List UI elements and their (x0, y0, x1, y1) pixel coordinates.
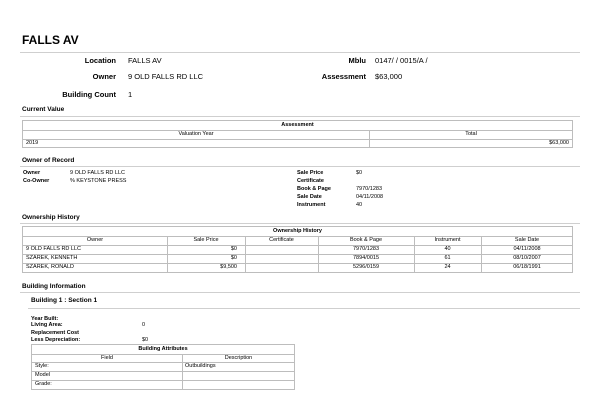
instrument-label: Instrument (297, 202, 326, 208)
col-certificate: Certificate (269, 237, 294, 243)
current-value-divider (20, 116, 580, 117)
row-sale-price: $0 (230, 255, 237, 261)
less-depreciation-label: Less Depreciation: (31, 337, 81, 343)
col-total: Total (465, 131, 477, 137)
book-page-label: Book & Page (297, 186, 331, 192)
sale-date-label: Sale Date (297, 194, 322, 200)
assessment-table-title: Assessment (281, 122, 314, 128)
row-instrument: 24 (444, 264, 451, 270)
owner-value: 9 OLD FALLS RD LLC (128, 72, 204, 81)
building-count-value: 1 (128, 90, 133, 99)
assessment-label: Assessment (321, 72, 366, 81)
row-sale-date: 06/18/1991 (513, 264, 541, 270)
sale-price-label: Sale Price (297, 170, 324, 176)
owner-of-record-divider (20, 166, 580, 167)
attribute-field: Model (35, 372, 50, 378)
less-depreciation-value: $0 (142, 337, 149, 343)
building-attributes-title: Building Attributes (138, 346, 188, 352)
assessment-value: $63,000 (375, 72, 403, 81)
row-book-page: 5296/0159 (353, 264, 379, 270)
record-owner-value: 9 OLD FALLS RD LLC (70, 170, 126, 176)
record-coowner-label: Co-Owner (23, 178, 50, 184)
row-owner: 9 OLD FALLS RD LLC (26, 246, 82, 252)
col-owner: Owner (86, 237, 104, 243)
mblu-value: 0147/ / 0015/A / (375, 56, 428, 65)
row-book-page: 7970/1283 (353, 246, 379, 252)
col-book-page: Book & Page (349, 237, 383, 243)
col-valuation-year: Valuation Year (178, 131, 214, 137)
row-sale-price: $0 (230, 246, 237, 252)
row-sale-date: 04/11/2008 (513, 246, 541, 252)
certificate-label: Certificate (297, 178, 324, 184)
valuation-year-value: 2019 (26, 140, 39, 146)
attribute-description: Outbuildings (185, 363, 216, 369)
row-instrument: 61 (444, 255, 451, 261)
attribute-field: Grade: (35, 381, 52, 387)
row-sale-date: 08/10/2007 (513, 255, 541, 261)
row-book-page: 7894/0015 (353, 255, 379, 261)
location-label: Location (84, 56, 116, 65)
total-value: $63,000 (549, 140, 569, 146)
current-value-table (22, 120, 573, 148)
replacement-cost-label: Replacement Cost (31, 330, 79, 336)
sale-price-value: $0 (356, 170, 363, 176)
ownership-history-divider (20, 223, 580, 224)
col-description: Description (224, 355, 253, 361)
record-owner-label: Owner (23, 170, 41, 176)
row-instrument: 40 (444, 246, 451, 252)
location-value: FALLS AV (128, 56, 162, 65)
col-sale-price: Sale Price (193, 237, 219, 243)
building-attributes-table (31, 344, 295, 390)
ownership-history-table-title: Ownership History (273, 228, 322, 234)
mblu-label: Mblu (348, 56, 366, 65)
living-area-label: Living Area: (31, 322, 63, 328)
attribute-field: Style: (35, 363, 49, 369)
record-coowner-value: % KEYSTONE PRESS (70, 178, 127, 184)
building-section-divider (28, 308, 580, 309)
ownership-history-heading: Ownership History (22, 214, 80, 221)
building-information-heading: Building Information (22, 283, 86, 290)
row-owner: SZAREK, KENNETH (26, 255, 78, 261)
owner-of-record-heading: Owner of Record (22, 157, 75, 164)
building-count-label: Building Count (62, 90, 116, 99)
row-sale-price: $9,500 (220, 264, 237, 270)
col-sale-date: Sale Date (514, 237, 540, 243)
ownership-history-table (22, 226, 573, 273)
current-value-heading: Current Value (22, 106, 65, 113)
col-instrument: Instrument (434, 237, 461, 243)
instrument-value: 40 (356, 202, 363, 208)
owner-label: Owner (92, 72, 116, 81)
book-page-value: 7970/1283 (356, 186, 382, 192)
row-owner: SZAREK, RONALD (26, 264, 74, 270)
col-field: Field (101, 355, 113, 361)
title-divider (20, 52, 580, 53)
building-information-divider (20, 292, 580, 293)
living-area-value: 0 (142, 322, 146, 328)
building-section-subheading: Building 1 : Section 1 (31, 297, 98, 304)
sale-date-value: 04/11/2008 (356, 194, 384, 200)
year-built-label: Year Built: (31, 316, 59, 322)
page-title: FALLS AV (22, 33, 79, 47)
